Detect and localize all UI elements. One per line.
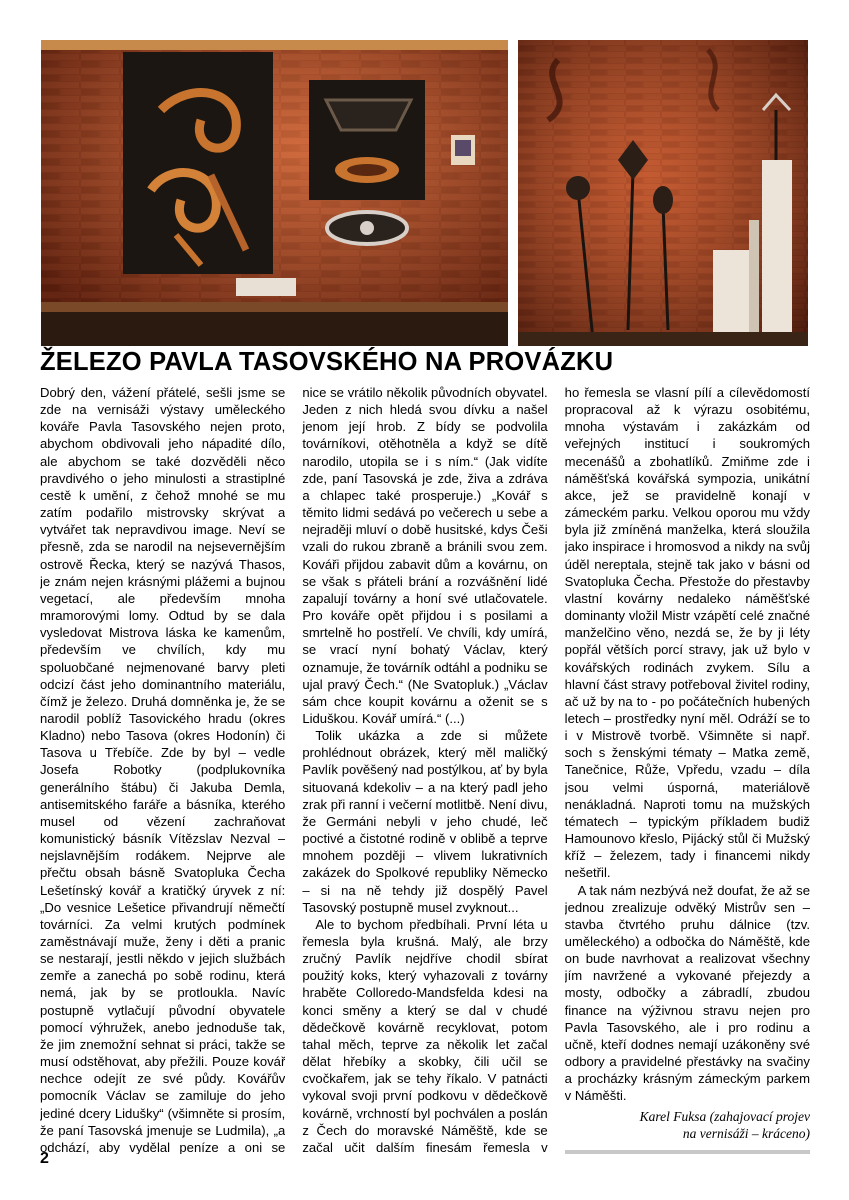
- exhibition-info-box: [565, 1150, 810, 1154]
- paragraph: Ale to bychom předbíhali. První léta u řemesla byla krušná. Malý, ale brzy zručný Pavlík nejdříve chodil sbírat použitý koks, který vyhazovali z továrny hraběte Colloredo-Mandsfelda kdesi na konci směny a který se dal v chudé dědečkově kovárně recyklovat, potom tahal měch, teprve za několik let začal dělat hřebíky a skobky, čili učil se cvočkařem, jak se tehy říkalo. V patnácti vykoval svoji první podkovu v dědečkově kovárně, vrchností byl pochválen a poslán z Čech do moravské Náměště, kde se začal učit dalším finesám řemesla v: [302, 916, 548, 1154]
- signature-author: Karel Fuksa (zahajovací projev: [639, 1108, 810, 1124]
- floor-sculptures-image: [518, 40, 808, 346]
- page-number: 2: [40, 1150, 49, 1167]
- paragraph: Dobrý den, vážení přátelé, sešli jsme se zde na vernisáži výstavy uměleckého kováře Pavla Tasovského nejen proto, abychom obdivovali jeho nápadité dílo, ale abychom se také dozvěděli něco pravdivého o jeho minulosti a strastiplné cestě k umění, z čehož mnohé se mu zatím podařilo mistrovsky skrývat a vytvářet tak nepravdivou image. Neví se přesně, zda se narodil na nejsevernějším ostrově Řecka, který se nazývá Thasos, je znám nejen krásnými plážemi a bujnou vegetací, ale především mnoha mramorovými lomy. Odtud by se dala vysledovat Mistrova láska ke kamenům, především ve chvílích, kdy mu spoluobčané nejmenované barvy pleti odcizí část jeho dominantního materiálu, čímž je železo. Druhá domněnka je, že se narodil poblíž Tasovického hradu (okres Kladno) nebo Tasova (okres Hodonín) či Tasova u Třebíče. Zde by byl – vedle Josefa Robotky (podplukovníka generálního štábu) či Jakuba Demla, antisemitského faráře a básníka, kterého musel od vězení zachraňovat komunistický básník Vítězslav Nezval – nejslavnějším rodákem. Nejprve ale přečtu obsah básně Svatopluka Čecha Lešetínský kovář a kratičký úryvek z ní: „Do vesnice Lešetice přivandrují němečtí továrníci. Za velmi krutých podmínek zaměstnávají muže, ženy i děti a pranic se nestarají, jestli někdo v jejich službách zemře a zanechá po sobě rodinu, která nemá, jak by se protloukla. Navíc postupně vytlačují původní obyvatele pomocí výhružek, anebo jednoduše tak, že jim znemožní sehnat si práci, takže se musí odstěhovat, aby přežili. Pouze kovář nechce odejít ze své půdy. Kovářův pomocník Václav se zamiluje do jeho jediné dcery Lidušky“ (všimněte si prosím, že paní Tasovská jmenuje se Ludmila), „a odchází, aby vydělal peníze a oni se: [40, 385, 286, 1154]
- article-column-1: [40, 384, 285, 1154]
- wall-sculptures-image: [41, 40, 508, 346]
- article-body: [40, 384, 810, 1154]
- paragraph: ho řemesla se vlasní pílí a cílevědomostí propracoval až k výrazu osobitému, mnoha výstavám i zakázkám od veřejných institucí i soukromých mecenášů a zbohatlíků. Zmiňme zde i náměšťská kovářská sympozia, unikátní akce, jež se pravidelně konají v zámeckém parku. Velkou oporou mu vždy byla již zmíněná manželka, která sloužila jako inspirace i hromosvod a nikdy na svůj úděl nereptala, stejně tak jako v básni od Svatopluka Čecha. Přestože do přestavby vlastní kovárny nedaleko náměšťské dominanty vložil Mistr vzápětí celé značné manželčino věno, nezdá se, že by ji léty popřál větších porcí stravy, jak už bylo v kovářských rodinách zvykem. Sílu a hlavní část stravy potřeboval živitel rodiny, ač už by na to - po počátečních hubených letech – prostředky nyní měl. Odráží se to i v Mistrově tvorbě. Všimněte si např. soch s ženskými tématy – Matka země, Tanečnice, Růže, Vpředu, vzadu – díla jsou velmi úsporná, materiálově nenákladná. Naproti tomu na mužských tématech – typickým příkladem budiž Hamounovo křeslo, Pijácký stůl či Mužský kříž – železem, tady i financemi nikdy nešetřil.: [564, 385, 810, 881]
- author-signature: [565, 1108, 810, 1142]
- plinth: [713, 250, 749, 346]
- exhibition-photo-wall-sculptures: [41, 40, 508, 346]
- signature-note: na vernisáži – kráceno): [682, 1125, 810, 1141]
- sculpture-panel-left: [123, 52, 273, 274]
- paragraph: nice se vrátilo několik původních obyvatel. Jeden z nich hledá svou dívku a našel jenom její hrob. Z bídy se podvolila továrníkovi, otěhotněla a když se dítě narodilo, utopila se i s ním.“ (Jak vidíte zde, paní Tasovská je zde, živa a zdráva a chlapec také prosperuje.) „Kovář s těmito lidmi sedává po večerech u sebe a nejraději mluví o době husitské, kdys Češi vzali do rukou zbraně a bránili svou zem. Kováři přijdou zabavit dům a kovárnu, on se však s přáteli brání a rozvášnění lidé zapalují továrny a honí své utlačovatele. Pro kováře opět přijdou i s posilami a smrtelně ho postřelí. Ve chvíli, kdy umírá, se vrací nyní bohatý Václav, který oznamuje, že továrník odtáhl a podniku se ujal pravý Čech.“ (Ne Svatopluk.) „Václav sám chce koupit kovárnu a oženit se s Liduškou. Kovář umírá.“ (...): [302, 385, 548, 726]
- article-headline: ŽELEZO PAVLA TASOVSKÉHO NA PROVÁZKU: [40, 348, 614, 376]
- paragraph: Tolik ukázka a zde si můžete prohlédnout obrázek, který měl maličký Pavlík pověšený nad postýlkou, ať by byla situovaná kdekoliv – a na který padl jeho zrak při ranní i večerní motlitbě. Není divu, že Germáni nebyli v jeho chudé, leč poctivé a čistotné rodině v oblibě a teprve mnohem později – vlivem lukrativních zakázek do Spolkové republiky Německo – si na ně tehdy již dospělý Pavel Tasovský postupně musel zvyknout...: [302, 728, 548, 915]
- exhibition-photo-floor-sculptures: [518, 40, 808, 346]
- paragraph: A tak nám nezbývá než doufat, že až se jednou zrealizuje odvěký Mistrův sen – stavba čtvrtého pruhu dálnice (tzv. uměleckého) a odbočka do Náměště, kde on bude navrhovat a realizovat všechny jím navržené a vykované přejezdy a mosty, odbočky a zábradlí, zbudou finance na výživnou stravu nejen pro Pavla Tasovského, ale i pro rodinu a učně, kteří dodnes nemají uzákoněny své odbory a pravidelné přestávky na svačiny a procházky krásným zámeckým parkem v Náměšti.: [564, 882, 810, 1104]
- article-column-3: [565, 384, 810, 1154]
- article-column-2: [302, 384, 547, 1154]
